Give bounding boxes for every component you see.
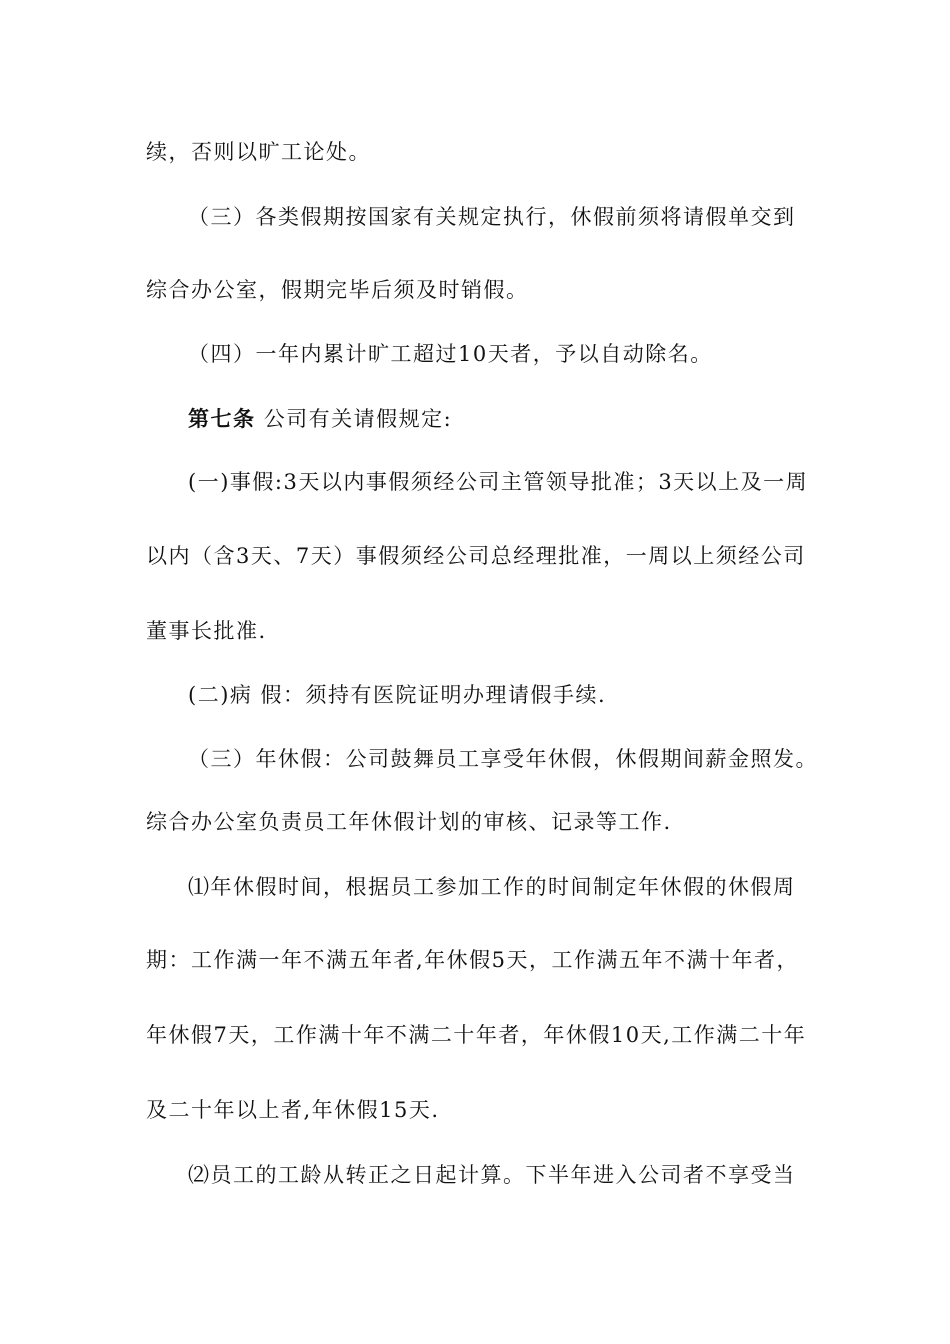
text-line: ⑵员工的工龄从转正之日起计算。下半年进入公司者不享受当 (188, 1163, 796, 1187)
text-line: （三）年休假：公司鼓舞员工享受年休假，休假期间薪金照发。 (188, 747, 818, 771)
text-line: 综合办公室，假期完毕后须及时销假。 (146, 278, 529, 302)
text-line: （三）各类假期按国家有关规定执行，休假前须将请假单交到 (188, 205, 796, 229)
text-line: 以内（含3天、7天）事假须经公司总经理批准，一周以上须经公司 (146, 544, 806, 568)
text-line: 年休假7天，工作满十年不满二十年者，年休假10天,工作满二十年 (146, 1023, 807, 1047)
text-line: 董事长批准. (146, 619, 267, 643)
text-line: 期：工作满一年不满五年者,年休假5天，工作满五年不满十年者， (146, 948, 800, 972)
text-line: （四）一年内累计旷工超过10天者，予以自动除名。 (188, 342, 713, 366)
text-line: 及二十年以上者,年休假15天. (146, 1098, 440, 1122)
text-line: 综合办公室负责员工年休假计划的审核、记录等工作. (146, 810, 672, 834)
text-line: ⑴年休假时间，根据员工参加工作的时间制定年休假的休假周 (188, 875, 796, 899)
article-label: 第七条 (188, 406, 256, 431)
article-heading-line (188, 405, 806, 433)
text-line: (二)病 假：须持有医院证明办理请假手续. (188, 683, 607, 707)
text-line: (一)事假:3天以内事假须经公司主管领导批准；3天以上及一周 (188, 470, 809, 494)
text-line: 续，否则以旷工论处。 (146, 140, 371, 164)
article-title: 公司有关请假规定: (263, 407, 453, 431)
